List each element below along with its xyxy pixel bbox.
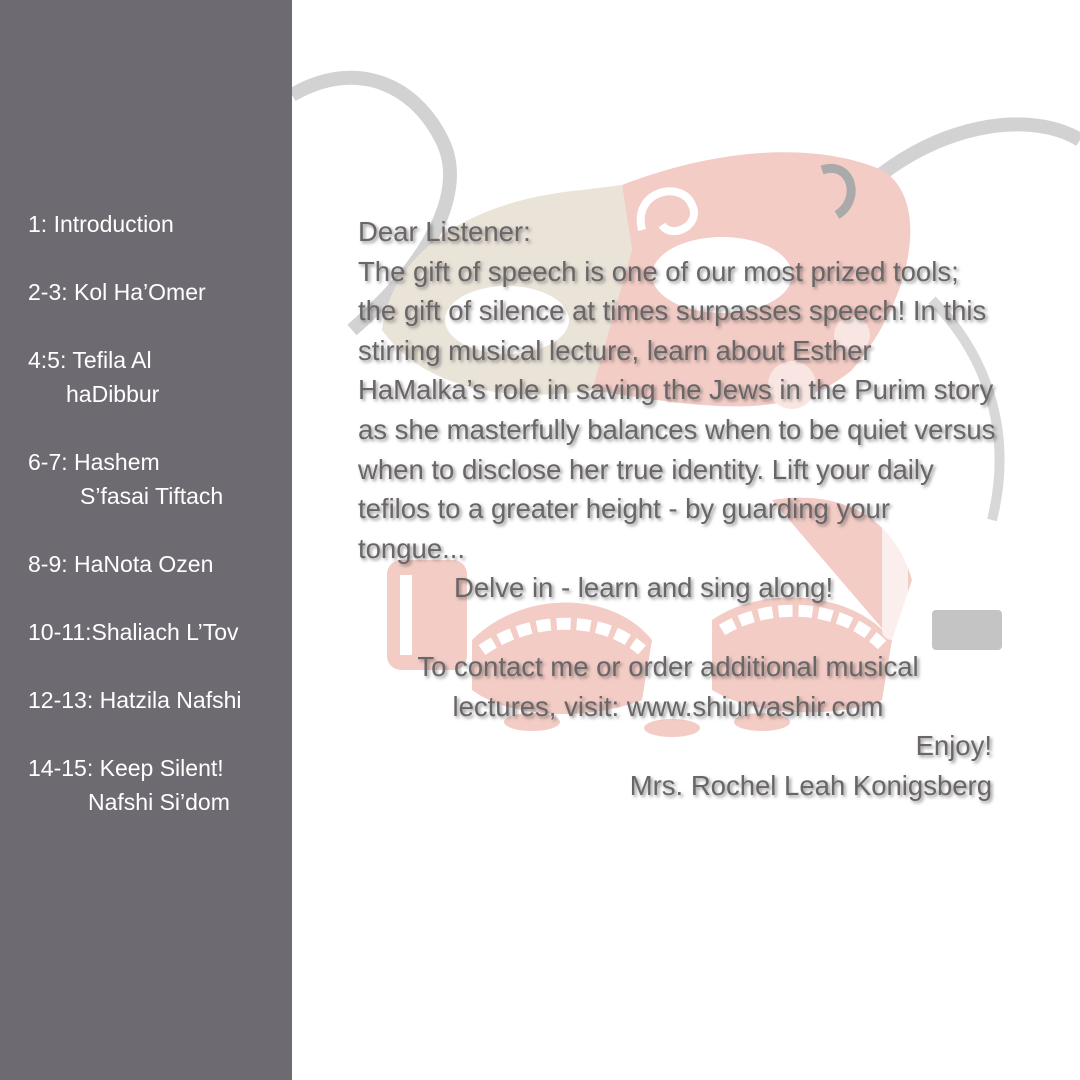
letter-tagline: Delve in - learn and sing along!: [454, 572, 834, 604]
track-item: 2-3: Kol Ha’Omer: [28, 279, 206, 305]
track-item: 1: Introduction: [28, 211, 174, 237]
track-list-panel: [0, 0, 292, 1080]
contact-line: To contact me or order additional musical: [417, 650, 919, 682]
track-item: 8-9: HaNota Ozen: [28, 551, 214, 577]
track-item: 10-11:Shaliach L’Tov: [28, 619, 239, 645]
letter-to-listener: [358, 212, 998, 805]
contact-website-line: lectures, visit: www.shiurvashir.com: [452, 690, 884, 722]
track-item: 12-13: Hatzila Nafshi: [28, 687, 242, 713]
track-item: 14-15: Keep Silent! Nafshi Si’dom: [28, 755, 230, 815]
letter-body: The gift of speech is one of our most prized tools; the gift of silence at times surpasses speech! In this stirring musical lecture, learn about Esther HaMalka’s role in saving the Jews in the Purim story as she masterfully balances when to be quiet versus when to disclose her true identity. Lift your daily tefilos to a greater height - by guarding your tongue...: [358, 255, 996, 564]
letter-signoff: Enjoy!: [915, 730, 992, 762]
letter-greeting: Dear Listener:: [358, 216, 531, 247]
track-item: 6-7: Hashem S’fasai Tiftach: [28, 449, 224, 509]
track-item: 4:5: Tefila Al haDibbur: [28, 347, 160, 407]
letter-author: Mrs. Rochel Leah Konigsberg: [629, 769, 992, 801]
